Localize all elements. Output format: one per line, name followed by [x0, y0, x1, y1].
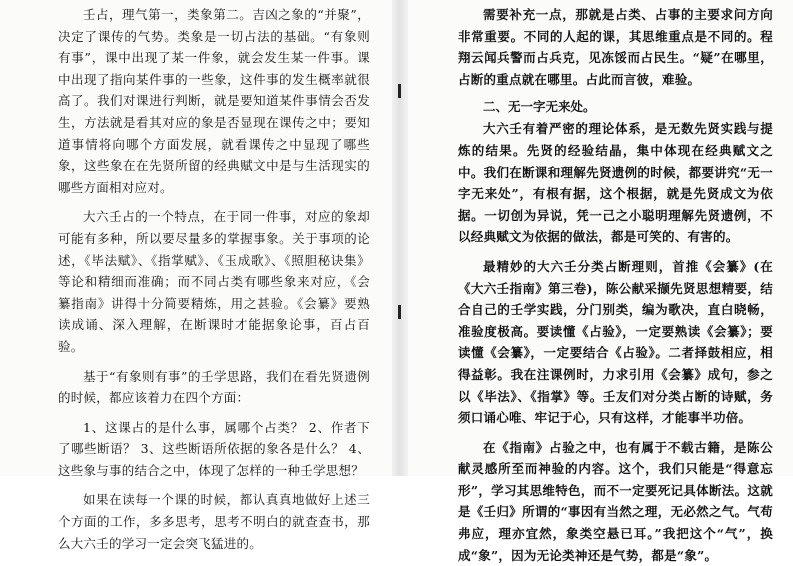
book-gutter [392, 0, 408, 476]
left-paragraph-2: 大六壬占的一个特点，在于同一件事，对应的象却可能有多种，所以要尽量多的掌握事象。关于事项的论述，《毕法赋》、《指掌赋》、《玉成歌》、《照胆秘诀集》等论和精细而准确；而不同占类有哪些象来对应，《会纂指南》讲得十分简要精炼，用之甚验。《会纂》要熟读成诵、深入理解，在断课时才能据象论事，百占百验。 [58, 209, 370, 354]
spine-mark [398, 305, 401, 319]
left-paragraph-3: 基于“有象则有事”的壬学思路，我们在看先贤遗例的时候，都应该着力在四个方面： [58, 368, 370, 406]
right-paragraph-1: 需要补充一点，那就是占类、占事的主要求问方向非常重要。不同的人起的课，其思维重点是不同的。程翔云闻兵警而占兵克，见冻馁而占民生。“疑”在哪里，占断的重点就在哪里。占此而言彼，难验。 [458, 7, 773, 87]
right-paragraph-3: 最精妙的大六壬分类占断理则，首推《会纂》(在《大六壬指南》第三卷)，陈公献采撷先贤思想精要，结合自己的壬学实践，分门别类，编为歌决，直白晓畅，准验度极高。要读懂《占验》，一定要熟读《会纂》；要读懂《会纂》，一定要结合《占验》。二者择鼓相应，相得益彰。我在注课例时，力求引用《会纂》成句，参之以《毕法》、《指掌》等。壬友们对分类占断的诗赋，务须口诵心唯、牢记于心，只有这样，才能事半功倍。 [458, 258, 773, 426]
right-paragraph-2: 大六壬有着严密的理论体系，是无数先贤实践与提炼的结果。先贤的经验结晶，集中体现在经典赋文之中。我们在断课和理解先贤遗例的时候，都要讲究“无一字无来处”，有根有据，这个根据，就是先贤成文为依据。一切创为异说，凭一己之小聪明理解先贤遗例，不以经典赋文为依据的做法，都是可笑的、有害的。 [458, 121, 773, 245]
spine-mark [398, 84, 401, 98]
left-paragraph-4: 1、这课占的是什么事，属哪个占类？ 2、作者下了哪些断语？ 3、这些断语所依据的象各是什么？ 4、这些象与事的结合之中，体现了怎样的一种壬学思想？ [58, 419, 370, 478]
section-heading: 二、无一字无来处。 [483, 99, 596, 115]
right-paragraph-4: 在《指南》占验之中，也有属于不载古籍，是陈公献灵感所至而神验的内容。这个，我们只能是“得意忘形”，学习其思维特色，而不一定要死记具体断法。这就是《壬归》所谓的“事因有当然之理，无必然之气。气苟弗应，理亦宜然，象类空悬已耳。”我把这个“气”，换成“象”，因为无论类神还是气势，都是“象”。 [458, 439, 773, 563]
left-paragraph-1: 壬占，理气第一，类象第二。吉凶之象的“并聚”，决定了课传的气势。类象是一切占法的基础。“有象则有事”，课中出现了某一件象，就会发生某一件事。课中出现了指向某件事的一些象，这件事的发生概率就很高了。我们对课进行判断，就是要知道某件事情会否发生，方法就是看其对应的象是否显现在课传之中；要知道事情将向哪个方面发展，就看课传之中显现了哪些象，这些象在在先贤所留的经典赋文中是与生活现实的哪些方面相对应对。 [58, 7, 370, 195]
right-page [408, 0, 793, 563]
left-paragraph-5: 如果在读每一个课的时候，都认真真地做好上述三个方面的工作，多多思考，思考不明白的就查查书，那么大六壬的学习一定会突飞猛进的。 [58, 492, 370, 551]
left-page [0, 0, 392, 551]
